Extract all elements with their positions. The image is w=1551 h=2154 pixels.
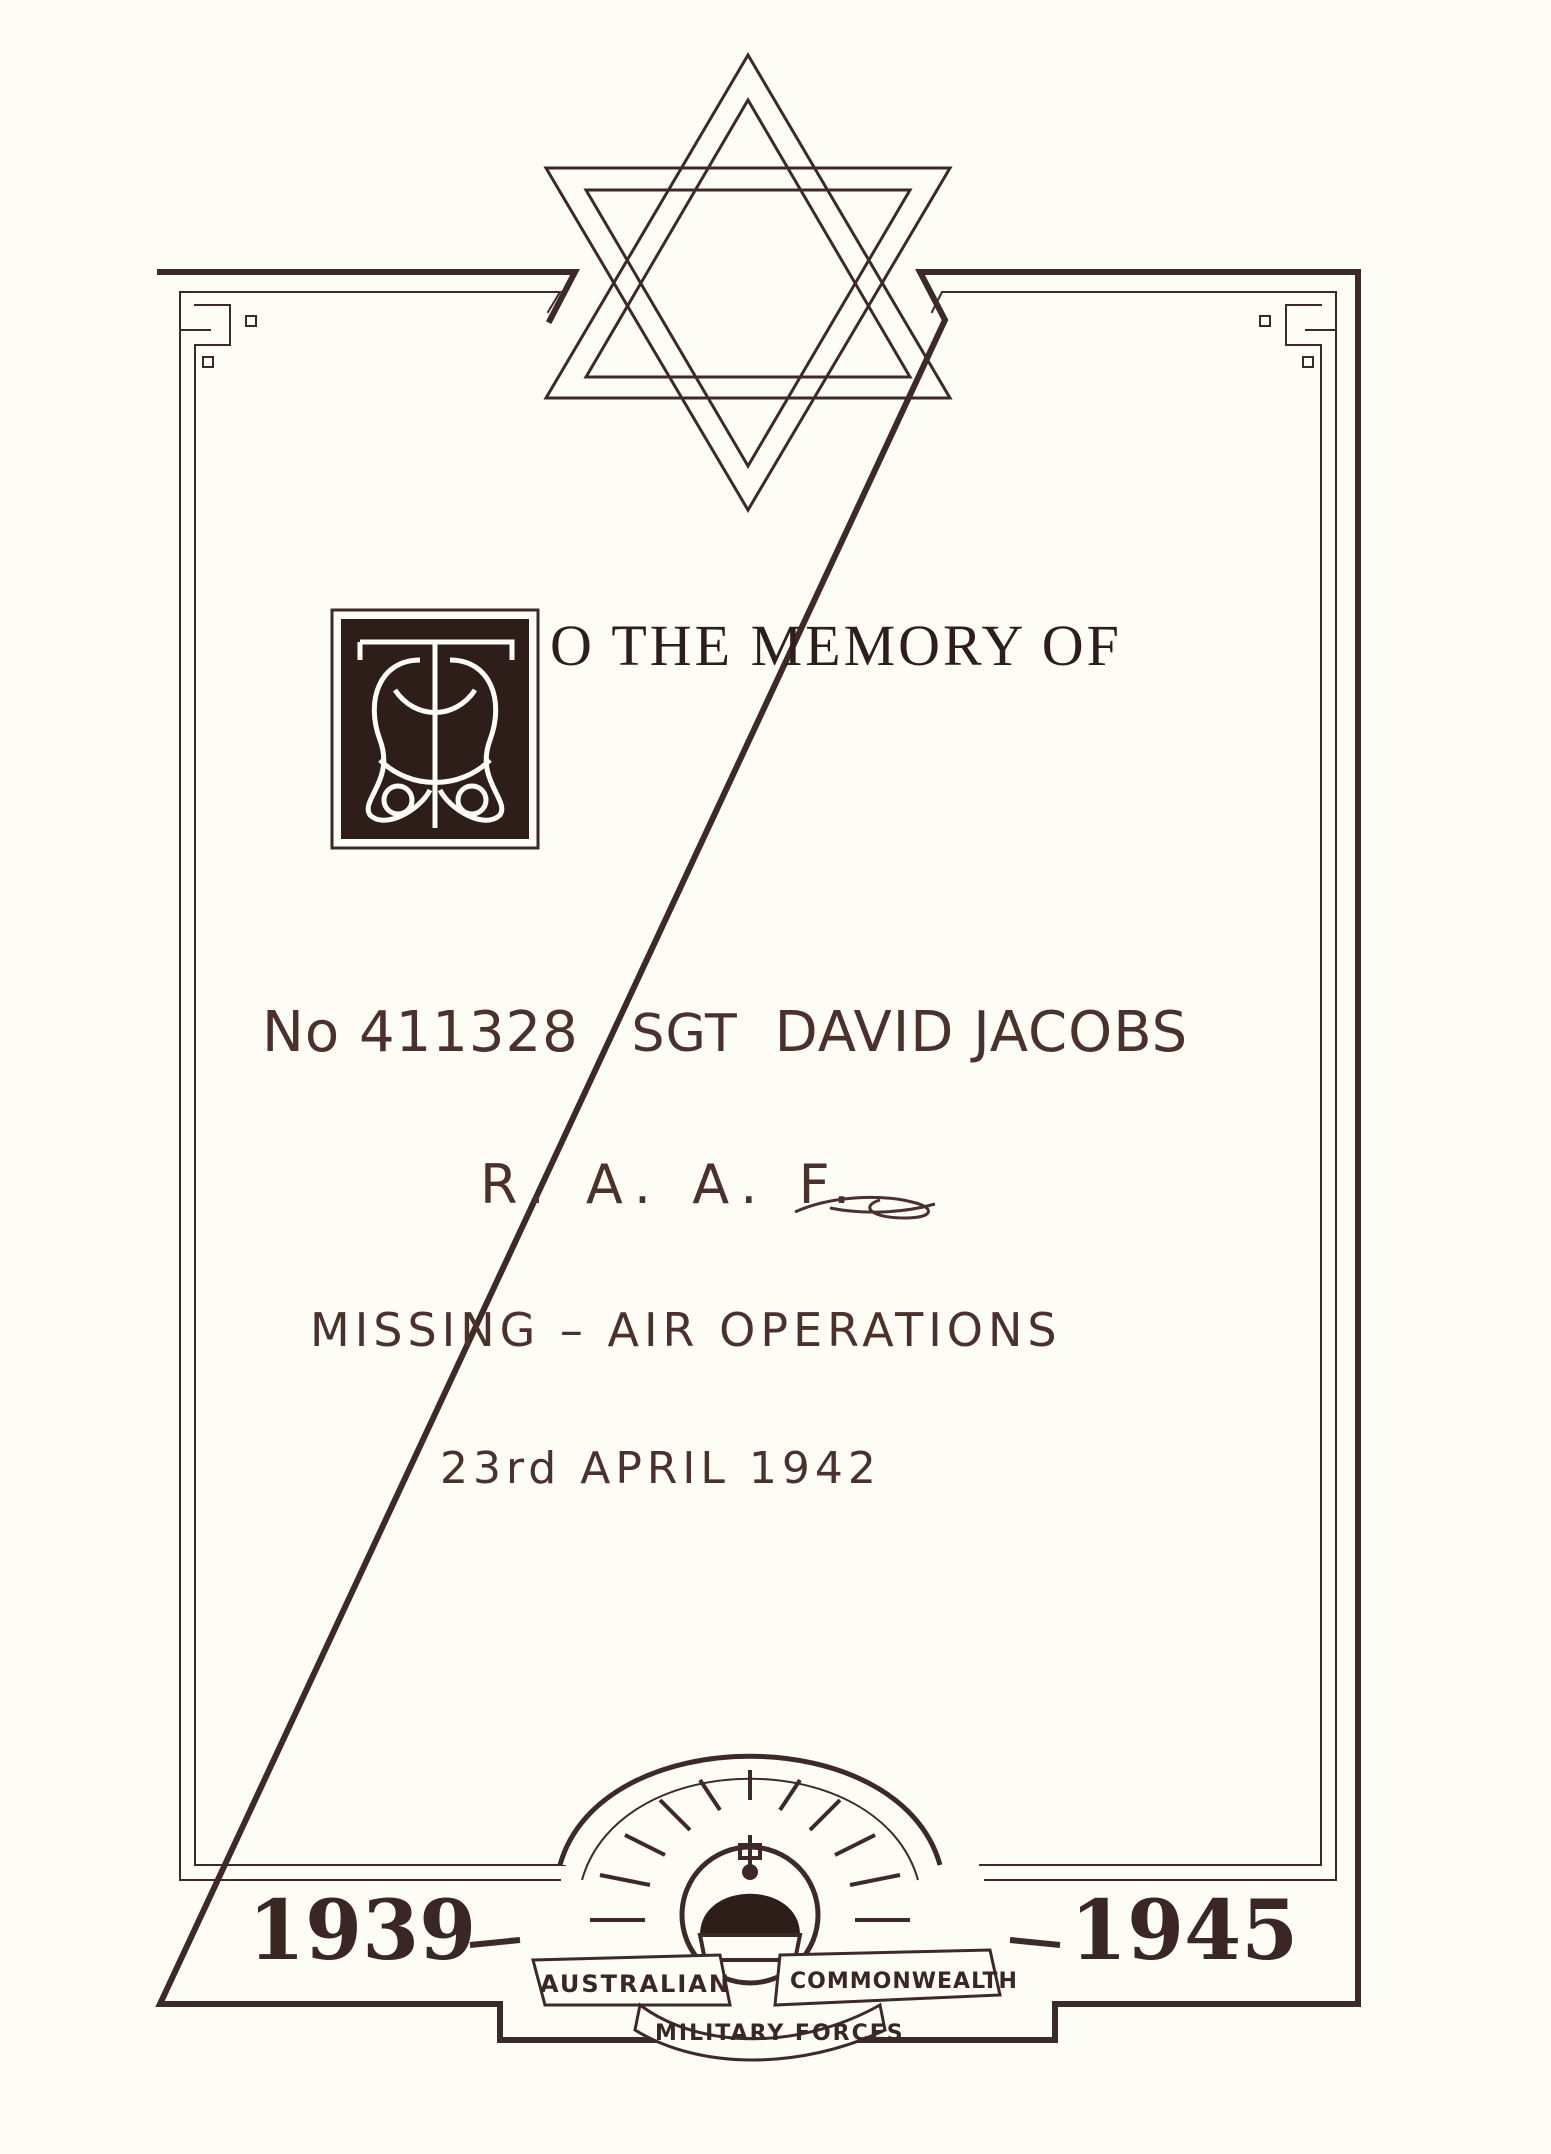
date: 23rd APRIL 1942 bbox=[440, 1443, 881, 1494]
service-number: No 411328 bbox=[262, 1000, 579, 1065]
year-start: 1939 bbox=[248, 1883, 477, 1979]
badge-text-right: COMMONWEALTH bbox=[790, 1969, 1018, 1994]
badge-text-bottom: MILITARY FORCES bbox=[655, 2021, 905, 2046]
status: MISSING – AIR OPERATIONS bbox=[310, 1303, 1062, 1357]
year-end: 1945 bbox=[1070, 1883, 1299, 1979]
rising-sun-badge-icon bbox=[533, 1756, 1018, 2060]
badge-text-left: AUSTRALIAN bbox=[540, 1970, 731, 1998]
service-line bbox=[262, 1000, 1188, 1065]
rank: SGT bbox=[631, 1004, 738, 1064]
unit: R. A. A. F. bbox=[480, 1153, 863, 1216]
illuminated-initial-t-icon bbox=[332, 610, 538, 848]
person-name: DAVID JACOBS bbox=[774, 1000, 1189, 1065]
page-heading bbox=[550, 612, 1122, 679]
heading-text: O THE MEMORY OF bbox=[550, 613, 1122, 678]
